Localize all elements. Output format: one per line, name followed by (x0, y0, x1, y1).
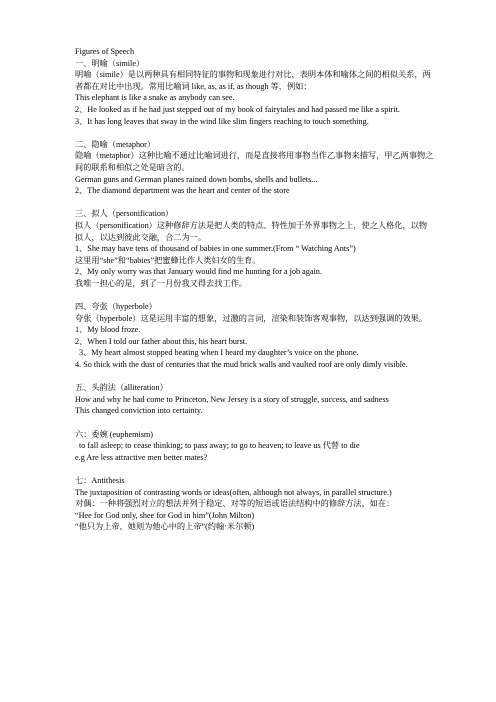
personification-example-2-note: 我唯一担心的是，到了一月份我又得去找工作。 (75, 278, 247, 288)
spacer (75, 463, 434, 475)
metaphor-example-1: German guns and German planes rained down bombs, shells and bullets... (75, 174, 318, 184)
section-hyperbole-description: 夸张（hyperbole）这是运用丰富的想象，过激的言词，渲染和装饰客观事物，以达到强调的效果。 (75, 313, 428, 323)
spacer (75, 197, 434, 209)
hyperbole-example-1: 1、My blood froze. (75, 325, 141, 335)
alliteration-example-1: How and why he had come to Princeton, New Jersey is a story of struggle, success, and sadness (75, 394, 389, 404)
section-euphemism-heading: 六：委婉 (euphemism) (75, 429, 153, 439)
simile-example-3: 3、It has long leaves that sway in the wind like slim fingers reaching to touch something. (75, 116, 369, 126)
section-antithesis-heading: 七：Antithesis (75, 475, 125, 485)
euphemism-example-2: e.g Are less attractive men better mates? (75, 452, 208, 462)
spacer (75, 289, 434, 301)
section-alliteration-heading: 五、头韵法（alliteration） (75, 383, 168, 393)
spacer (75, 371, 434, 383)
alliteration-example-2: This changed conviction into certainty. (75, 406, 203, 416)
section-personification-heading: 三、拟人（personification） (75, 209, 174, 219)
metaphor-example-2: 2、The diamond department was the heart and center of the store (75, 186, 290, 196)
hyperbole-example-2: 2、When I told our father about this, his heart burst. (75, 336, 248, 346)
section-metaphor-description: 隐喻（metaphor）这种比喻不通过比喻词进行，而是直接将用事物当作乙事物来描写，甲乙两事物之间的联系和相似之处是暗含的。 (75, 151, 434, 172)
section-metaphor-heading: 二、隐喻（metaphor） (75, 139, 156, 149)
antithesis-example-1: “Hee for God only, shee for God in him”(John Milton) (75, 510, 255, 520)
section-personification-description: 拟人（personification）这种修辞方法是把人类的特点、特性加于外界事物之上，使之人格化，以物拟人，以达到彼此交融，合二为一。 (75, 220, 428, 242)
personification-example-1: 1、She may have tens of thousand of babies in one summer.(From “ Watching Ants”) (75, 244, 356, 254)
document-title: Figures of Speech (75, 47, 135, 56)
antithesis-description-cn: 对偶：一种将强烈对立的想法并列于稳定、对等的短语或语法结构中的修辞方法，如在： (75, 499, 395, 509)
spacer (75, 417, 434, 429)
spacer (75, 127, 434, 139)
antithesis-description-en: The juxtaposition of contrasting words or ideas(often, although not always, in parallel structure.) (75, 487, 392, 497)
section-hyperbole-heading: 四、夸张（hyperbole） (75, 302, 157, 312)
section-simile-heading: 一、明喻（simile） (75, 58, 145, 68)
hyperbole-example-3: 3、My heart almost stopped beating when I heard my daughter’s voice on the phone. (79, 348, 359, 358)
personification-example-2: 2、My only worry was that January would find me hunting for a job again. (75, 267, 322, 277)
simile-example-1: This elephant is like a snake as anybody can see. (75, 93, 235, 103)
section-simile-description: 明喻（simile）是以两种具有相同特征的事物和现象进行对比，表明本体和喻体之间的相似关系，两者都在对比中出现。常用比喻词 like, as, as if, as though 等，例如： (75, 70, 431, 91)
antithesis-example-1-cn: “他只为上帝，她则为他心中的上帝”(约翰·米尔顿) (75, 522, 255, 532)
hyperbole-example-4: 4. So thick with the dust of centuries that the mud brick walls and vaulted roof are only dimly visible. (75, 360, 408, 370)
euphemism-example-1: to fall asleep; to cease thinking; to pass away; to go to heaven; to leave us 代替 to die (79, 441, 360, 451)
simile-example-2: 2、He looked as if he had just stepped out of my book of fairytales and had passed me like a spirit. (75, 104, 400, 114)
personification-example-1-note: 这里用“she”和“babies”把蜜蜂比作人类妇女的生育。 (75, 255, 261, 265)
